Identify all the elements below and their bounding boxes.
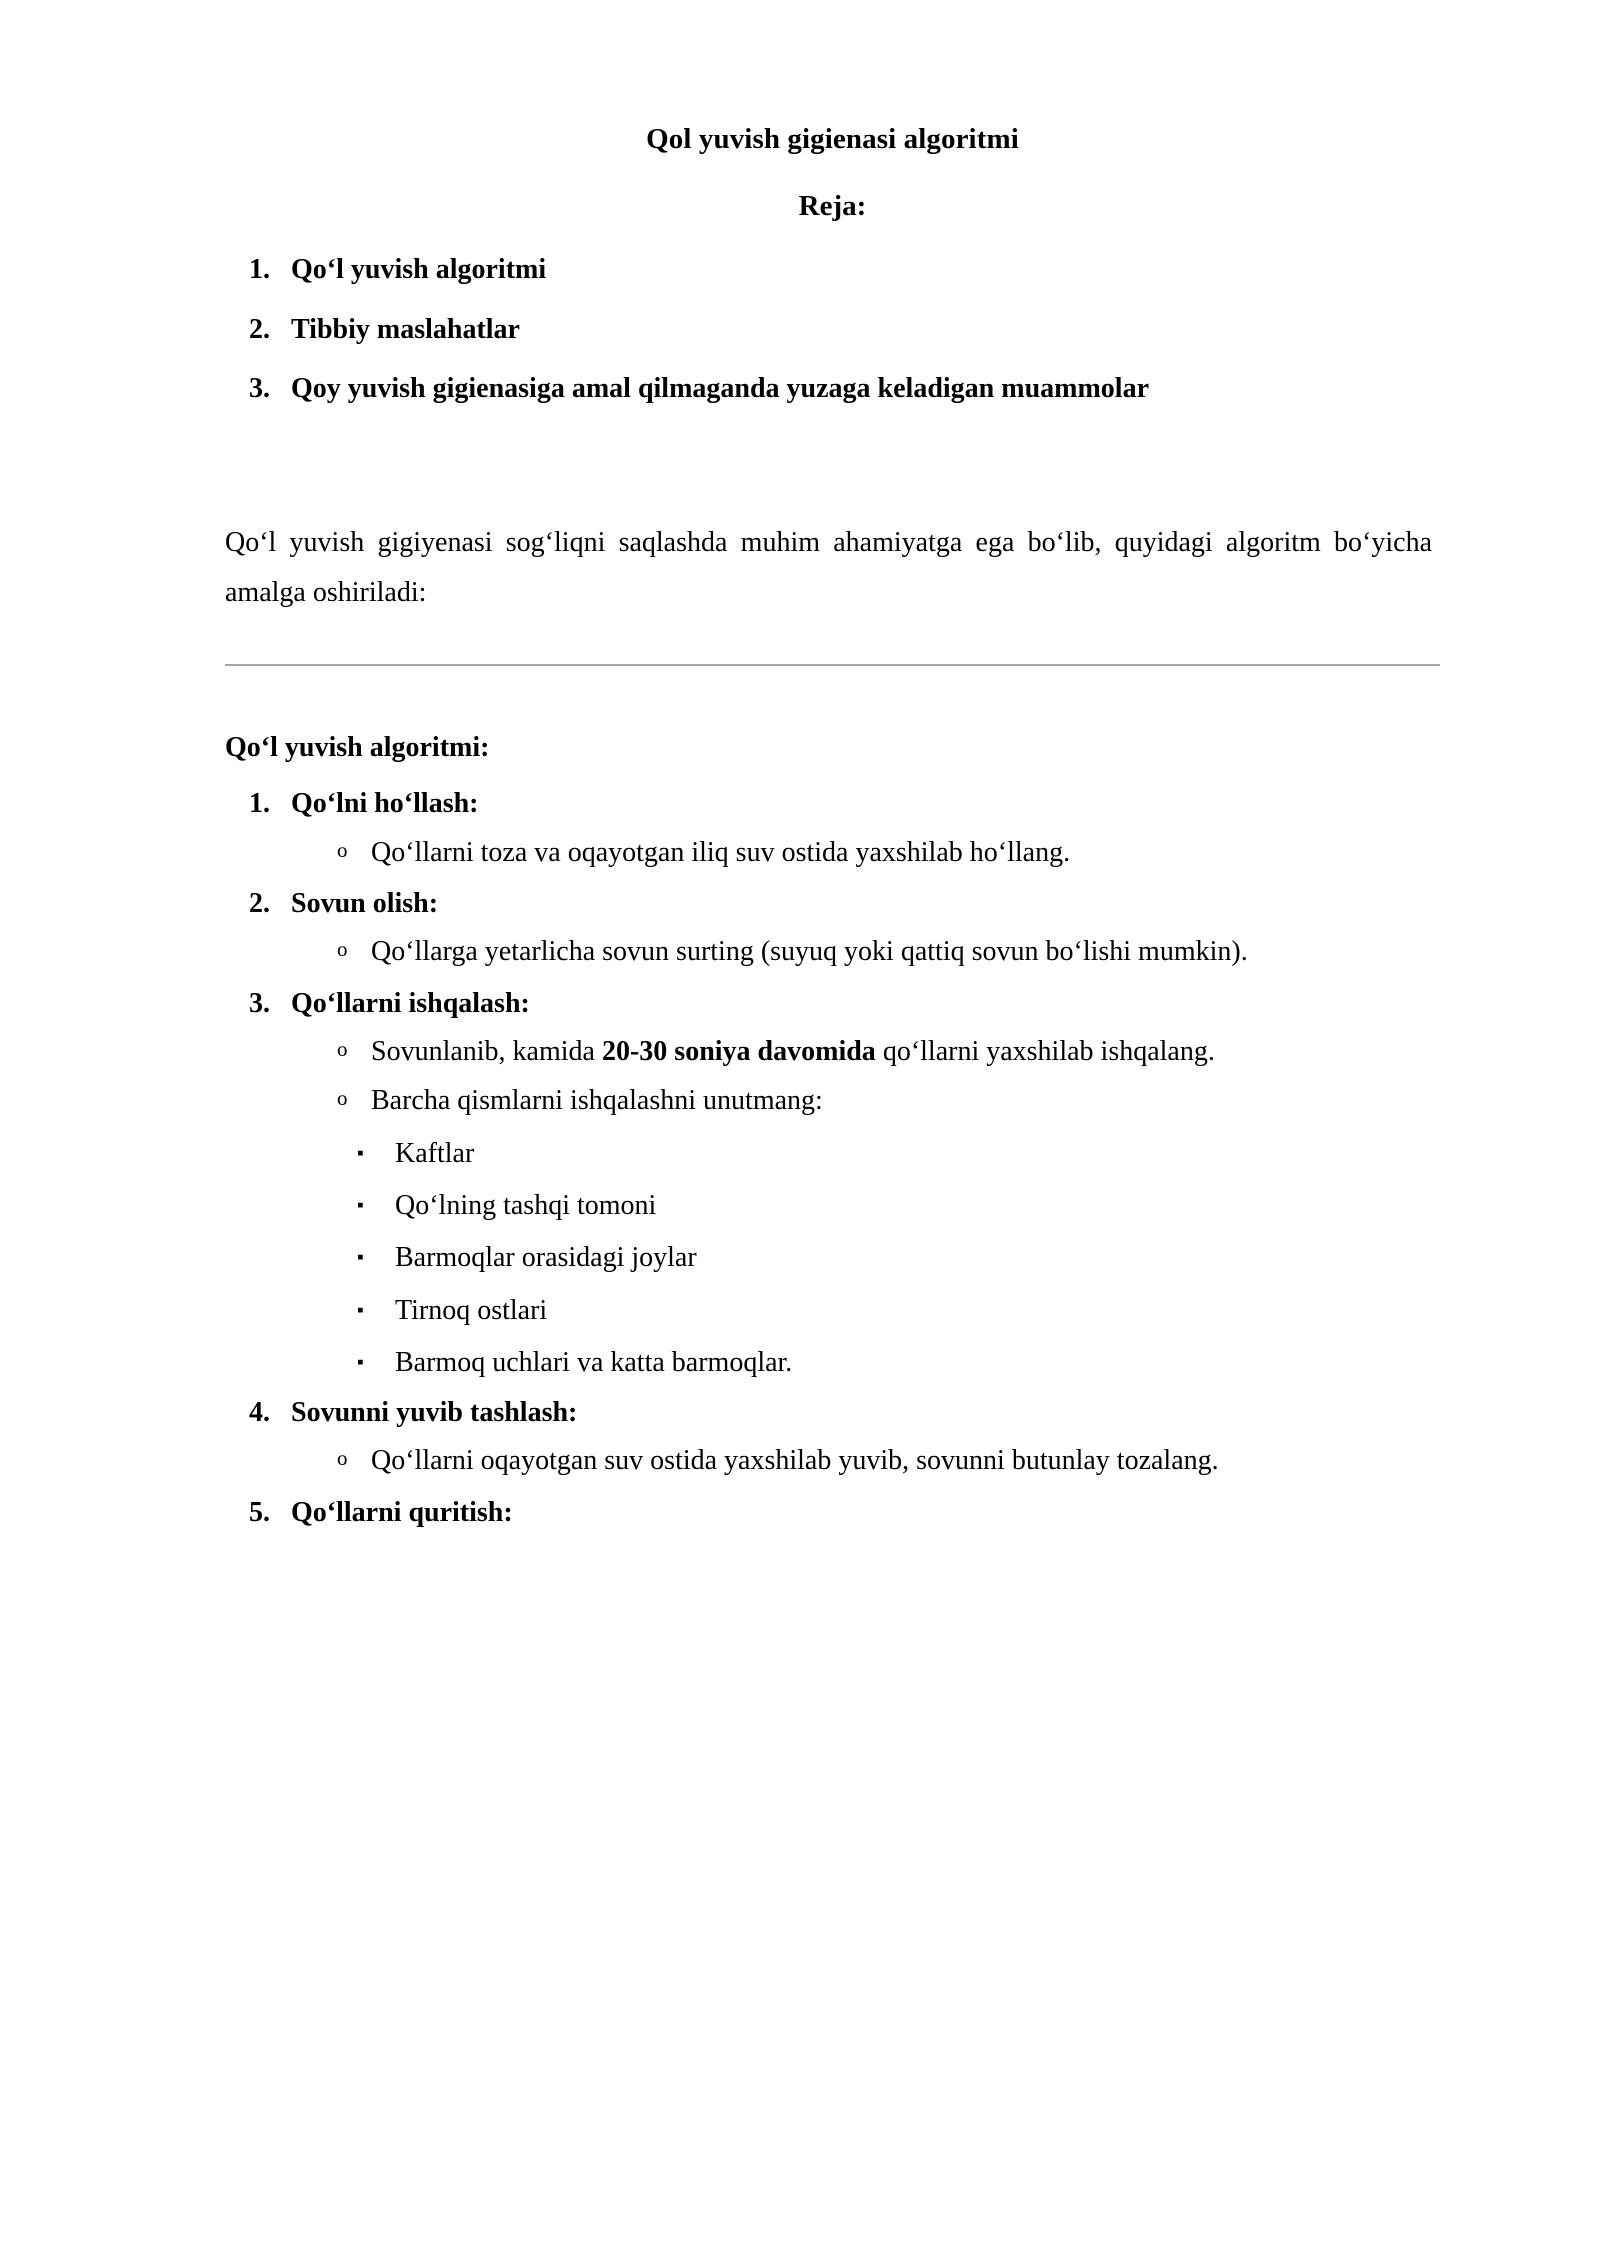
list-item: [327, 1078, 1440, 1124]
list-item: ▪ Qo‘lning tashqi tomoni: [349, 1182, 1440, 1230]
list-item: ▪ Kaftlar: [349, 1130, 1440, 1178]
bullet-text-tail: qo‘llarni yaxshilab ishqalang.: [875, 1036, 1215, 1068]
reja-heading: Reja:: [798, 190, 867, 223]
list-item: [277, 782, 1440, 876]
list-item: [327, 929, 1440, 975]
list-item: 1. Qo‘l yuvish algoritmi: [277, 248, 1440, 291]
step-title: Qo‘lni ho‘llash:: [291, 788, 479, 820]
page-title: Qol yuvish gigienasi algoritmi: [646, 123, 1019, 155]
list-item: [277, 982, 1440, 1387]
list-item: 2. Tibbiy maslahatlar: [277, 308, 1440, 351]
bullet-text: Sovunlanib, kamida: [371, 1036, 602, 1068]
list-item: ▪ Barmoq uchlari va katta barmoqlar.: [349, 1339, 1440, 1387]
step-bullets: [291, 929, 1440, 975]
list-item: [277, 1491, 1440, 1534]
algorithm-steps-list: [225, 782, 1440, 1534]
list-item: ▪ Barmoqlar orasidagi joylar: [349, 1234, 1440, 1282]
bullet-text: Barcha qismlarni ishqalashni unutmang:: [371, 1084, 823, 1116]
step-bullets: [291, 1438, 1440, 1484]
bullet-emphasis: 20-30 soniya davomida: [601, 1036, 876, 1068]
step-bullets: [291, 1029, 1440, 1124]
list-item: [327, 830, 1440, 876]
bullet-text: Qo‘llarni toza va oqayotgan iliq suv ostida yaxshilab ho‘llang.: [371, 836, 1071, 868]
step-bullets: [291, 830, 1440, 876]
list-item: [327, 1438, 1440, 1484]
step-title: Sovun olish:: [291, 887, 439, 919]
bullet-text: Qo‘llarni oqayotgan suv ostida yaxshilab yuvib, sovunni butunlay tozalang.: [371, 1445, 1219, 1477]
section-divider: [225, 664, 1440, 666]
list-item: 3. Qoy yuvish gigienasiga amal qilmaganda yuzaga keladigan muammolar: [277, 367, 1440, 410]
step-title: Sovunni yuvib tashlash:: [291, 1396, 578, 1428]
step-subbullets: [291, 1130, 1440, 1387]
list-item: ▪ Tirnoq ostlari: [349, 1287, 1440, 1335]
section-heading: Qo‘l yuvish algoritmi:: [225, 732, 490, 764]
reja-list: [225, 248, 1440, 410]
list-item: [277, 882, 1440, 976]
intro-paragraph: Qo‘l yuvish gigiyenasi sog‘liqni saqlashda muhim ahamiyatga ega bo‘lib, quyidagi algoritm bo‘yicha amalga oshiriladi:: [225, 527, 1432, 609]
step-title: Qo‘llarni quritish:: [291, 1496, 513, 1528]
list-item: [327, 1029, 1440, 1075]
list-item: [277, 1391, 1440, 1485]
bullet-text: Qo‘llarga yetarlicha sovun surting (suyuq yoki qattiq sovun bo‘lishi mumkin).: [371, 936, 1248, 968]
step-title: Qo‘llarni ishqalash:: [291, 987, 530, 1019]
